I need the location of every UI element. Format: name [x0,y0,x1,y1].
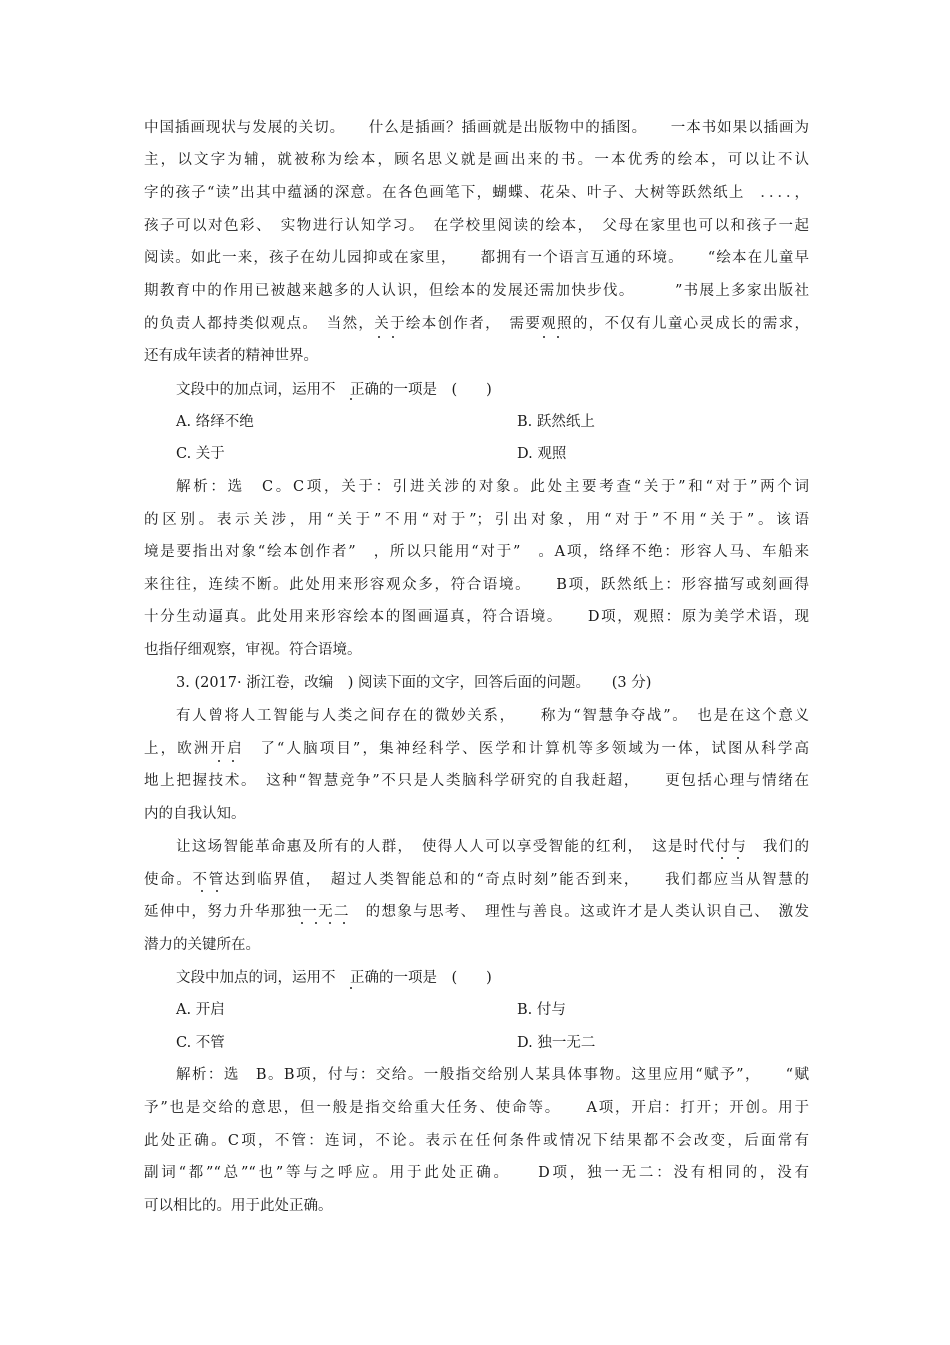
q1-option-c: C. 关于 [176,446,225,462]
q3-option-b: B. 付与 [517,1002,566,1018]
emphasis-dot [721,857,723,859]
passage1-line-7: 的负责人都持类似观点。 当然，关于绘本创作者， 需要观照的，不仅有儿童心灵成长的需求， [144,316,809,332]
q1-analysis-line-2: 的区别。表示关涉，用“关于”不用“对于”；引出对象，用“对于”不用“关于”。该语 [144,512,809,528]
q3-analysis-line-1: 解析：选 B。B项，付与：交给。一般指交给别人某具体事物。这里应用“赋予”， “赋 [176,1067,809,1083]
emphasis-dot [543,336,545,338]
emphasis-dot [315,922,317,924]
q3-option-c: C. 不管 [176,1035,225,1051]
question3-heading: 3. (2017· 浙江卷，改编 ) 阅读下面的文字，回答后面的问题。 (3 分) [176,675,652,691]
emphasis-dot [392,336,394,338]
q3-analysis-line-2: 予”也是交给的意思，但一般是指交给重大任务、使命等。 A项，开启：打开；开创。用于 [144,1100,809,1116]
passage1-line-4: 孩子可以对色彩、 实物进行认知学习。 在学校里阅读的绘本， 父母在家里也可以和孩子一起 [144,218,809,234]
emphasis-dot [350,398,352,400]
emphasis-dot [232,760,234,762]
emphasis-dot [557,336,559,338]
q3-option-d: D. 独一无二 [517,1035,596,1051]
q3-para2-line-3: 延伸中，努力升华那独一无二 的想象与思考、 理性与善良。这或许才是人类认识自己、 激发 [144,904,809,920]
emphasis-dot [329,922,331,924]
q3-para2-line-2: 使命。不管达到临界值， 超过人类智能总和的“奇点时刻”能否到来， 我们都应当从智慧的 [144,872,809,888]
q3-para1-line-3: 地上把握技术。 这种“智慧竞争”不只是人类脑科学研究的自我赶超， 更包括心理与情绪在 [144,773,809,789]
passage1-line-8: 还有成年读者的精神世界。 [144,348,318,364]
q3-para1-line-2: 上，欧洲开启 了“人脑项目”，集神经科学、医学和计算机等多领域为一体，试图从科学高 [144,741,809,757]
q1-analysis-line-6: 也指仔细观察，审视。符合语境。 [144,642,362,658]
q3-para2-line-1: 让这场智能革命惠及所有的人群， 使得人人可以享受智能的红利， 这是时代付与 我们的 [176,839,809,855]
q1-option-b: B. 跃然纸上 [517,414,595,430]
emphasis-dot [201,890,203,892]
q1-analysis-line-5: 十分生动逼真。此处用来形容绘本的图画逼真，符合语境。 D项，观照：原为美学术语，现 [144,609,809,625]
q1-option-d: D. 观照 [517,446,567,462]
passage1-line-2: 主，以文字为辅，就被称为绘本，顾名思义就是画出来的书。一本优秀的绘本，可以让不认 [144,152,809,168]
emphasis-dot [216,890,218,892]
q3-para1-line-4: 内的自我认知。 [144,806,246,822]
q3-para2-line-4: 潜力的关键所在。 [144,937,260,953]
q3-analysis-line-5: 可以相比的。用于此处正确。 [144,1198,333,1214]
q3-para1-line-1: 有人曾将人工智能与人类之间存在的微妙关系， 称为“智慧争夺战”。 也是在这个意义 [176,708,809,724]
emphasis-dot [350,987,352,989]
passage1-line-5: 阅读。如此一来，孩子在幼儿园抑或在家里， 都拥有一个语言互通的环境。 “绘本在儿童早 [144,250,809,266]
passage1-line-1: 中国插画现状与发展的关切。 什么是插画？插画就是出版物中的插图。 一本书如果以插画为 [144,120,809,136]
q1-analysis-line-4: 来往往，连续不断。此处用来形容观众多，符合语境。 B项，跃然纸上：形容描写或刻画得 [144,577,809,593]
emphasis-dot [378,336,380,338]
q1-analysis-line-3: 境是要指出对象“绘本创作者” ，所以只能用“对于” 。A项，络绎不绝：形容人马、车船来 [144,544,809,560]
q1-analysis-line-1: 解析：选 C。C项，关于：引进关涉的对象。此处主要考查“关于”和“对于”两个词 [176,479,809,495]
passage1-line-3: 字的孩子“读”出其中蕴涵的深意。在各色画笔下，蝴蝶、花朵、叶子、大树等跃然纸上 ．．．．， [144,185,809,201]
emphasis-dot [343,922,345,924]
emphasis-dot [218,760,220,762]
q3-analysis-line-4: 副词“都”“总”“也”等与之呼应。用于此处正确。 D项，独一无二：没有相同的，没有 [144,1165,809,1181]
q3-analysis-line-3: 此处正确。C项，不管：连词，不论。表示在任何条件或情况下结果都不会改变，后面常有 [144,1133,809,1149]
passage1-line-6: 期教育中的作用已被越来越多的人认识，但绘本的发展还需加快步伐。 ”书展上多家出版社 [144,283,809,299]
emphasis-dot [301,922,303,924]
q1-option-a: A. 络绎不绝 [176,414,254,430]
q3-option-a: A. 开启 [176,1002,225,1018]
emphasis-dot [737,857,739,859]
question1-stem: 文段中的加点词，运用不 正确的一项是 ( ) [176,382,492,398]
question3-stem: 文段中加点的词，运用不 正确的一项是 ( ) [176,970,492,986]
